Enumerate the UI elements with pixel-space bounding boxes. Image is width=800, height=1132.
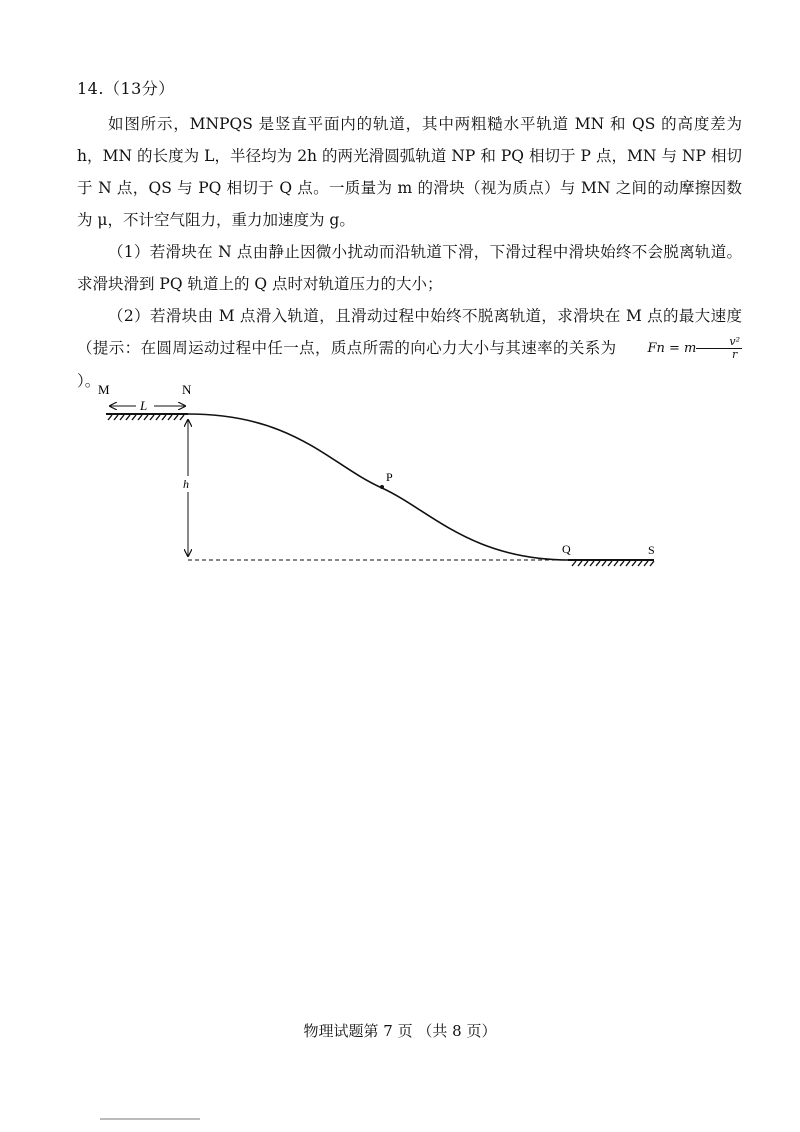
label-s: S [648,543,655,557]
label-n: N [182,382,192,397]
question-header: 14.（13分） [77,79,175,98]
label-h: h [183,477,189,491]
hatch-mn [108,415,184,420]
question-part-2-text: （2）若滑块由 M 点滑入轨道，且滑动过程中始终不脱离轨道，求滑块在 M 点的最大速度（提示：在圆周运动过程中任一点，质点所需的向心力大小与其速率的关系为 [77,307,742,357]
question-intro: 如图所示，MNPQS 是竖直平面内的轨道，其中两粗糙水平轨道 MN 和 QS 的高度差为 h，MN 的长度为 L，半径均为 2h 的两光滑圆弧轨道 NP 和 PQ 相切于 P 点，MN 与 NP 相切于 N 点，QS 与 PQ 相切于 Q 点。一质量为 m 的滑块（视为质点）与 MN 之间的动摩擦因数为 μ，不计空气阻力，重力加速度为 g。 [77,115,742,229]
track-diagram [90,370,690,590]
centripetal-force-formula: Fn = m $\frac{\text{v²}}{r}$ [647,335,740,361]
question-part-2-end: ）。 [77,372,101,390]
label-l: L [140,398,148,413]
label-p: P [386,470,393,484]
label-q: Q [562,542,571,556]
page-footer: 物理试题第 7 页 （共 8 页） [303,1022,497,1040]
track-curve-npq [188,414,570,560]
scan-mark [100,1118,200,1120]
point-p [380,485,384,489]
hatch-qs [572,561,654,566]
question-part-1: （1）若滑块在 N 点由静止因微小扰动而沿轨道下滑，下滑过程中滑块始终不会脱离轨道。求滑块滑到 PQ 轨道上的 Q 点时对轨道压力的大小； [77,243,742,293]
label-m: M [98,382,110,397]
